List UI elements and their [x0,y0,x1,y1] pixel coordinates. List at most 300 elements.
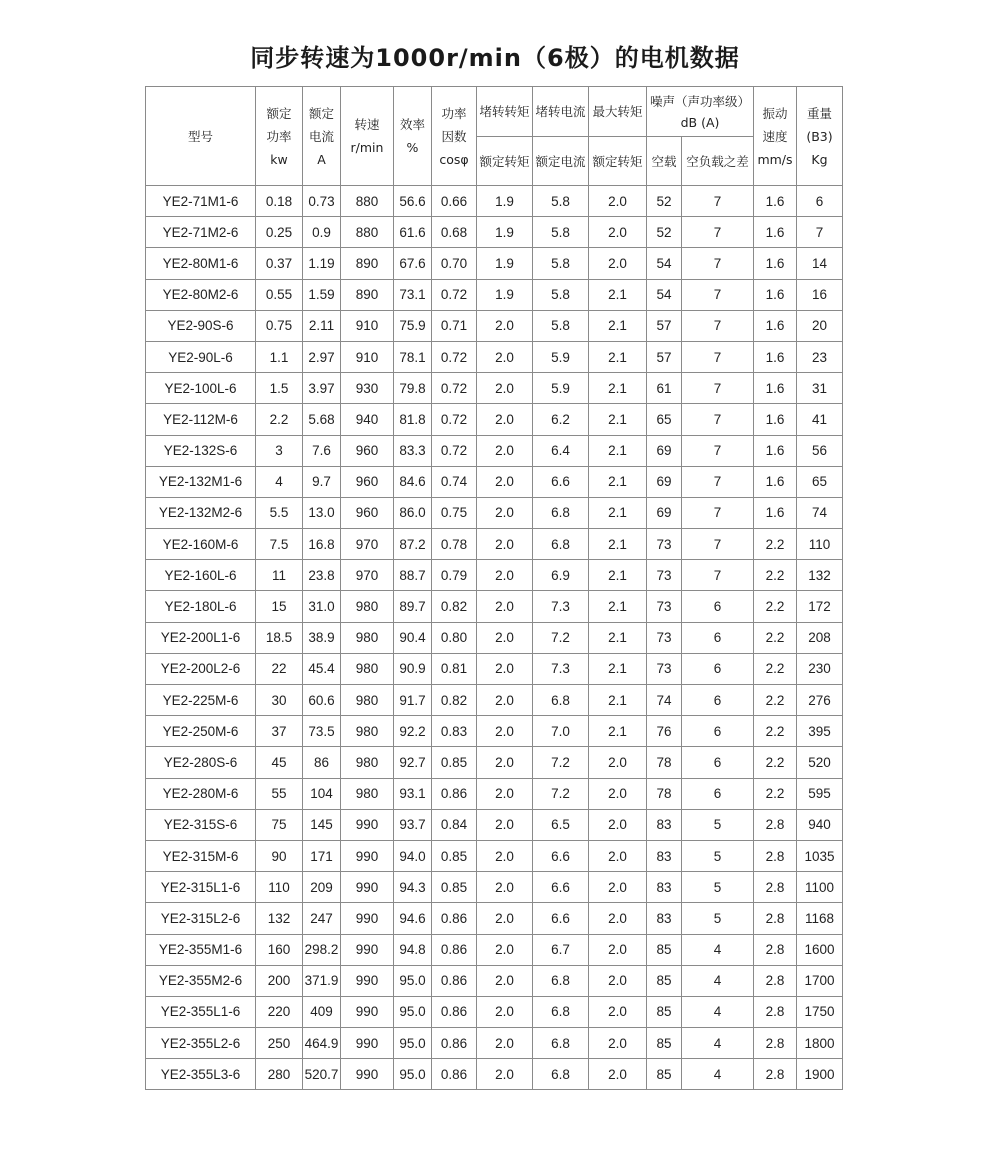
header-noise-difference: 空负载之差 [682,137,754,186]
cell-power-factor: 0.86 [432,778,477,809]
header-speed [341,87,394,186]
cell-model: YE2-90L-6 [146,341,256,372]
header-efficiency-unit: % [406,140,419,155]
cell-locked-current-ratio: 5.9 [533,373,589,404]
cell-speed: 990 [341,1028,394,1059]
table-row [146,341,843,372]
cell-efficiency: 95.0 [394,996,432,1027]
cell-locked-current-ratio: 7.2 [533,778,589,809]
cell-rated-power: 0.75 [256,310,303,341]
cell-max-torque-ratio: 2.0 [589,840,647,871]
cell-efficiency: 95.0 [394,965,432,996]
cell-noise-difference: 7 [682,310,754,341]
header-locked-current-denominator: 额定电流 [533,137,589,186]
header-rated-current-unit: A [317,151,326,167]
header-noise-noload: 空载 [647,137,682,186]
header-rated-power-line1: 额定 [266,105,292,121]
table-row [146,622,843,653]
table-row [146,747,843,778]
cell-speed: 990 [341,996,394,1027]
cell-speed: 990 [341,840,394,871]
table-row [146,685,843,716]
cell-noise-difference: 6 [682,622,754,653]
cell-noise-noload: 83 [647,872,682,903]
cell-noise-difference: 5 [682,872,754,903]
cell-rated-current: 104 [303,778,341,809]
cell-noise-noload: 57 [647,341,682,372]
table-row [146,840,843,871]
cell-locked-torque-ratio: 2.0 [477,622,533,653]
cell-rated-power: 280 [256,1059,303,1090]
cell-speed: 990 [341,1059,394,1090]
header-weight-unit: Kg [811,151,828,167]
cell-max-torque-ratio: 2.1 [589,497,647,528]
cell-speed: 930 [341,373,394,404]
cell-vibration: 2.2 [754,778,797,809]
cell-max-torque-ratio: 2.1 [589,716,647,747]
cell-noise-noload: 61 [647,373,682,404]
cell-rated-current: 520.7 [303,1059,341,1090]
cell-noise-difference: 7 [682,373,754,404]
cell-weight: 520 [797,747,843,778]
header-efficiency-line1: 效率 [399,117,425,132]
cell-efficiency: 90.9 [394,653,432,684]
cell-noise-noload: 83 [647,809,682,840]
cell-efficiency: 88.7 [394,560,432,591]
table-row [146,965,843,996]
cell-efficiency: 92.7 [394,747,432,778]
cell-noise-noload: 69 [647,497,682,528]
header-locked-torque: 堵转转矩 [477,87,533,137]
header-rated-current-line2: 电流 [308,128,334,144]
cell-weight: 1800 [797,1028,843,1059]
cell-noise-difference: 4 [682,996,754,1027]
header-locked-torque-denominator: 额定转矩 [477,137,533,186]
cell-vibration: 1.6 [754,341,797,372]
cell-locked-torque-ratio: 2.0 [477,809,533,840]
cell-rated-power: 0.37 [256,248,303,279]
cell-efficiency: 56.6 [394,186,432,217]
cell-max-torque-ratio: 2.0 [589,872,647,903]
cell-speed: 990 [341,809,394,840]
cell-model: YE2-100L-6 [146,373,256,404]
cell-weight: 595 [797,778,843,809]
cell-rated-current: 371.9 [303,965,341,996]
cell-weight: 1750 [797,996,843,1027]
cell-rated-power: 90 [256,840,303,871]
table-row [146,934,843,965]
cell-power-factor: 0.85 [432,840,477,871]
cell-max-torque-ratio: 2.0 [589,809,647,840]
cell-rated-current: 2.97 [303,341,341,372]
cell-vibration: 1.6 [754,186,797,217]
cell-efficiency: 86.0 [394,497,432,528]
cell-weight: 20 [797,310,843,341]
cell-rated-current: 209 [303,872,341,903]
cell-max-torque-ratio: 2.1 [589,560,647,591]
cell-noise-difference: 5 [682,809,754,840]
cell-locked-torque-ratio: 2.0 [477,497,533,528]
cell-rated-current: 464.9 [303,1028,341,1059]
cell-noise-difference: 7 [682,529,754,560]
cell-locked-torque-ratio: 2.0 [477,435,533,466]
cell-max-torque-ratio: 2.0 [589,186,647,217]
cell-model: YE2-315L1-6 [146,872,256,903]
cell-rated-current: 3.97 [303,373,341,404]
cell-locked-torque-ratio: 1.9 [477,217,533,248]
cell-model: YE2-280S-6 [146,747,256,778]
table-row [146,217,843,248]
cell-efficiency: 67.6 [394,248,432,279]
cell-speed: 980 [341,778,394,809]
cell-rated-power: 11 [256,560,303,591]
table-row [146,373,843,404]
cell-rated-current: 145 [303,809,341,840]
cell-power-factor: 0.86 [432,934,477,965]
cell-max-torque-ratio: 2.1 [589,279,647,310]
cell-max-torque-ratio: 2.1 [589,341,647,372]
cell-max-torque-ratio: 2.0 [589,248,647,279]
header-rated-power [256,87,303,186]
table-row [146,809,843,840]
cell-rated-power: 18.5 [256,622,303,653]
cell-noise-difference: 6 [682,685,754,716]
cell-noise-noload: 85 [647,1059,682,1090]
cell-weight: 276 [797,685,843,716]
cell-weight: 208 [797,622,843,653]
cell-locked-current-ratio: 6.6 [533,872,589,903]
header-rated-power-line2: 功率 [266,128,292,144]
cell-weight: 172 [797,591,843,622]
cell-model: YE2-280M-6 [146,778,256,809]
cell-locked-current-ratio: 6.2 [533,404,589,435]
cell-locked-torque-ratio: 2.0 [477,1028,533,1059]
cell-vibration: 2.8 [754,809,797,840]
cell-max-torque-ratio: 2.1 [589,310,647,341]
cell-model: YE2-112M-6 [146,404,256,435]
cell-max-torque-ratio: 2.1 [589,466,647,497]
cell-efficiency: 94.6 [394,903,432,934]
cell-noise-difference: 7 [682,186,754,217]
cell-locked-current-ratio: 5.9 [533,341,589,372]
cell-weight: 1900 [797,1059,843,1090]
cell-vibration: 2.2 [754,529,797,560]
table-header [146,87,843,186]
cell-power-factor: 0.75 [432,497,477,528]
cell-locked-torque-ratio: 2.0 [477,560,533,591]
cell-rated-power: 55 [256,778,303,809]
cell-model: YE2-132S-6 [146,435,256,466]
header-weight [797,87,843,186]
cell-rated-power: 37 [256,716,303,747]
cell-power-factor: 0.82 [432,685,477,716]
cell-power-factor: 0.86 [432,903,477,934]
cell-locked-current-ratio: 6.6 [533,466,589,497]
cell-power-factor: 0.79 [432,560,477,591]
cell-noise-difference: 6 [682,716,754,747]
cell-noise-noload: 73 [647,529,682,560]
cell-vibration: 2.2 [754,653,797,684]
cell-weight: 230 [797,653,843,684]
header-vibration [754,87,797,186]
table-row [146,466,843,497]
cell-locked-current-ratio: 6.8 [533,965,589,996]
cell-locked-current-ratio: 6.8 [533,1028,589,1059]
cell-max-torque-ratio: 2.0 [589,778,647,809]
table-row [146,186,843,217]
cell-vibration: 1.6 [754,279,797,310]
cell-power-factor: 0.66 [432,186,477,217]
cell-locked-torque-ratio: 2.0 [477,404,533,435]
cell-power-factor: 0.72 [432,435,477,466]
cell-rated-power: 75 [256,809,303,840]
cell-max-torque-ratio: 2.0 [589,934,647,965]
table-row [146,778,843,809]
cell-noise-noload: 76 [647,716,682,747]
cell-weight: 132 [797,560,843,591]
table-row [146,404,843,435]
cell-efficiency: 87.2 [394,529,432,560]
cell-noise-noload: 73 [647,653,682,684]
cell-speed: 940 [341,404,394,435]
cell-model: YE2-80M2-6 [146,279,256,310]
cell-rated-power: 0.18 [256,186,303,217]
cell-noise-difference: 7 [682,248,754,279]
cell-noise-noload: 74 [647,685,682,716]
cell-rated-power: 160 [256,934,303,965]
cell-locked-current-ratio: 7.2 [533,747,589,778]
table-row [146,591,843,622]
cell-rated-power: 4 [256,466,303,497]
cell-efficiency: 81.8 [394,404,432,435]
cell-vibration: 1.6 [754,466,797,497]
cell-rated-power: 5.5 [256,497,303,528]
cell-rated-current: 1.19 [303,248,341,279]
cell-weight: 7 [797,217,843,248]
cell-max-torque-ratio: 2.0 [589,747,647,778]
cell-noise-noload: 57 [647,310,682,341]
cell-noise-noload: 52 [647,217,682,248]
cell-vibration: 2.2 [754,560,797,591]
cell-locked-current-ratio: 5.8 [533,217,589,248]
cell-power-factor: 0.72 [432,373,477,404]
cell-speed: 910 [341,310,394,341]
cell-speed: 990 [341,903,394,934]
cell-efficiency: 92.2 [394,716,432,747]
cell-rated-current: 73.5 [303,716,341,747]
cell-noise-difference: 4 [682,934,754,965]
cell-weight: 31 [797,373,843,404]
cell-rated-power: 2.2 [256,404,303,435]
cell-weight: 65 [797,466,843,497]
cell-noise-difference: 7 [682,560,754,591]
cell-noise-noload: 85 [647,1028,682,1059]
cell-rated-power: 110 [256,872,303,903]
cell-vibration: 2.2 [754,685,797,716]
cell-locked-torque-ratio: 2.0 [477,903,533,934]
cell-vibration: 1.6 [754,373,797,404]
cell-max-torque-ratio: 2.1 [589,622,647,653]
cell-noise-difference: 4 [682,1059,754,1090]
cell-weight: 395 [797,716,843,747]
header-max-torque-denominator: 额定转矩 [589,137,647,186]
cell-model: YE2-180L-6 [146,591,256,622]
cell-efficiency: 94.8 [394,934,432,965]
cell-locked-current-ratio: 6.5 [533,809,589,840]
cell-locked-torque-ratio: 2.0 [477,840,533,871]
cell-noise-noload: 85 [647,965,682,996]
cell-power-factor: 0.68 [432,217,477,248]
cell-noise-difference: 5 [682,903,754,934]
cell-weight: 23 [797,341,843,372]
cell-model: YE2-200L1-6 [146,622,256,653]
cell-vibration: 2.2 [754,747,797,778]
header-max-torque: 最大转矩 [589,87,647,137]
table-row [146,435,843,466]
cell-vibration: 2.8 [754,1059,797,1090]
cell-locked-torque-ratio: 1.9 [477,186,533,217]
cell-efficiency: 93.7 [394,809,432,840]
cell-model: YE2-90S-6 [146,310,256,341]
header-speed-unit: r/min [350,140,384,155]
cell-max-torque-ratio: 2.0 [589,965,647,996]
cell-noise-noload: 78 [647,747,682,778]
cell-locked-current-ratio: 7.3 [533,653,589,684]
cell-model: YE2-132M2-6 [146,497,256,528]
cell-noise-difference: 6 [682,778,754,809]
cell-locked-current-ratio: 6.8 [533,996,589,1027]
table-row [146,529,843,560]
cell-power-factor: 0.86 [432,1059,477,1090]
cell-vibration: 2.8 [754,1028,797,1059]
cell-power-factor: 0.72 [432,279,477,310]
table-row [146,248,843,279]
table-row [146,279,843,310]
cell-locked-current-ratio: 6.9 [533,560,589,591]
cell-noise-difference: 7 [682,341,754,372]
cell-locked-current-ratio: 7.3 [533,591,589,622]
cell-efficiency: 73.1 [394,279,432,310]
cell-power-factor: 0.78 [432,529,477,560]
cell-vibration: 2.8 [754,996,797,1027]
cell-noise-difference: 4 [682,1028,754,1059]
cell-vibration: 2.8 [754,840,797,871]
table-row [146,310,843,341]
cell-noise-noload: 54 [647,279,682,310]
cell-noise-difference: 6 [682,591,754,622]
cell-rated-power: 22 [256,653,303,684]
cell-vibration: 1.6 [754,217,797,248]
cell-model: YE2-355M2-6 [146,965,256,996]
cell-locked-current-ratio: 6.8 [533,1059,589,1090]
cell-speed: 910 [341,341,394,372]
cell-max-torque-ratio: 2.0 [589,903,647,934]
cell-model: YE2-355M1-6 [146,934,256,965]
cell-model: YE2-200L2-6 [146,653,256,684]
cell-efficiency: 84.6 [394,466,432,497]
cell-model: YE2-80M1-6 [146,248,256,279]
cell-weight: 6 [797,186,843,217]
cell-speed: 890 [341,279,394,310]
cell-weight: 1168 [797,903,843,934]
cell-rated-current: 2.11 [303,310,341,341]
cell-efficiency: 95.0 [394,1059,432,1090]
cell-rated-current: 31.0 [303,591,341,622]
header-rated-current-line1: 额定 [308,105,334,121]
cell-noise-noload: 65 [647,404,682,435]
cell-model: YE2-160M-6 [146,529,256,560]
cell-rated-power: 220 [256,996,303,1027]
cell-noise-noload: 73 [647,560,682,591]
cell-vibration: 1.6 [754,404,797,435]
cell-locked-current-ratio: 6.6 [533,840,589,871]
header-weight-line2: (B3) [806,128,833,144]
cell-power-factor: 0.71 [432,310,477,341]
cell-weight: 1700 [797,965,843,996]
cell-efficiency: 78.1 [394,341,432,372]
table-row [146,996,843,1027]
cell-locked-torque-ratio: 2.0 [477,934,533,965]
cell-noise-difference: 7 [682,466,754,497]
cell-rated-current: 45.4 [303,653,341,684]
cell-speed: 890 [341,248,394,279]
cell-max-torque-ratio: 2.0 [589,1059,647,1090]
header-noise-line1: 噪声（声功率级） [649,93,750,109]
cell-locked-torque-ratio: 2.0 [477,373,533,404]
cell-noise-difference: 4 [682,965,754,996]
header-vibration-unit: mm/s [757,151,793,167]
cell-efficiency: 93.1 [394,778,432,809]
cell-locked-torque-ratio: 2.0 [477,1059,533,1090]
header-vibration-line1: 振动 [762,105,788,121]
cell-locked-current-ratio: 7.2 [533,622,589,653]
cell-noise-difference: 7 [682,279,754,310]
cell-speed: 990 [341,934,394,965]
cell-locked-current-ratio: 6.8 [533,497,589,528]
cell-model: YE2-315S-6 [146,809,256,840]
cell-locked-torque-ratio: 1.9 [477,248,533,279]
cell-locked-torque-ratio: 2.0 [477,965,533,996]
cell-rated-current: 86 [303,747,341,778]
cell-rated-current: 298.2 [303,934,341,965]
table-row [146,497,843,528]
cell-rated-current: 16.8 [303,529,341,560]
cell-noise-noload: 52 [647,186,682,217]
cell-rated-power: 3 [256,435,303,466]
cell-max-torque-ratio: 2.1 [589,529,647,560]
cell-power-factor: 0.86 [432,1028,477,1059]
cell-rated-current: 9.7 [303,466,341,497]
cell-model: YE2-71M1-6 [146,186,256,217]
cell-speed: 960 [341,497,394,528]
cell-rated-current: 247 [303,903,341,934]
cell-power-factor: 0.70 [432,248,477,279]
cell-rated-power: 250 [256,1028,303,1059]
cell-efficiency: 75.9 [394,310,432,341]
cell-noise-noload: 73 [647,622,682,653]
cell-locked-current-ratio: 5.8 [533,279,589,310]
cell-power-factor: 0.72 [432,404,477,435]
cell-weight: 41 [797,404,843,435]
header-speed-line1: 转速 [354,117,380,132]
cell-weight: 1035 [797,840,843,871]
cell-weight: 16 [797,279,843,310]
cell-vibration: 1.6 [754,248,797,279]
cell-rated-current: 60.6 [303,685,341,716]
cell-model: YE2-132M1-6 [146,466,256,497]
cell-power-factor: 0.86 [432,996,477,1027]
cell-rated-current: 0.9 [303,217,341,248]
